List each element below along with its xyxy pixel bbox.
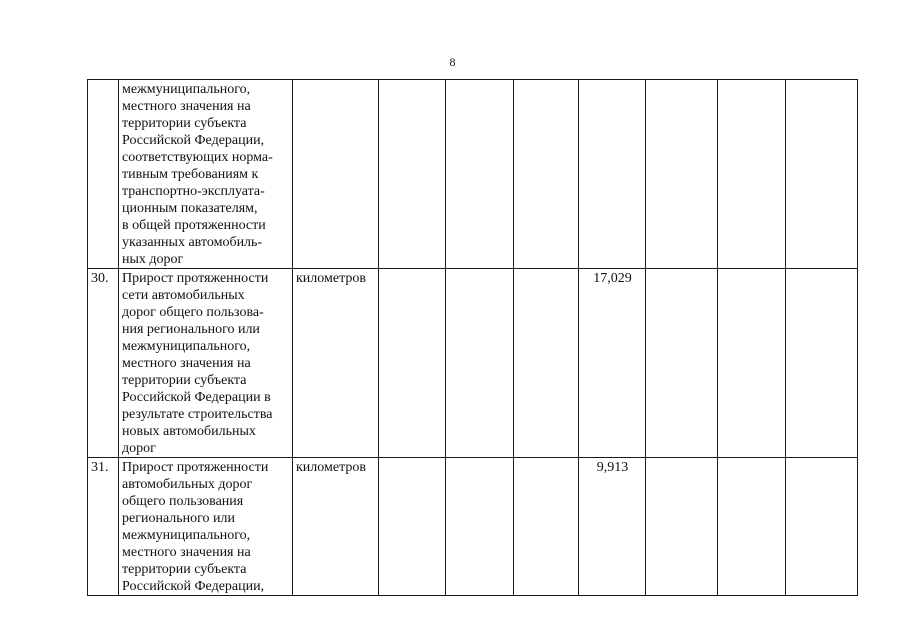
indicator-name-line: Прирост протяженности — [122, 460, 269, 475]
indicator-name-line: территории субъекта — [122, 562, 247, 577]
indicator-name-line: дорог — [122, 441, 156, 456]
indicator-name-line: межмуниципального, — [122, 82, 251, 97]
indicator-name-line: межмуниципального, — [122, 528, 251, 543]
empty-cell — [514, 458, 579, 596]
empty-cell — [514, 269, 579, 458]
indicator-name-line: межмуниципального, — [122, 339, 251, 354]
empty-cell — [786, 458, 858, 596]
indicator-name-line: новых автомобильных — [122, 424, 256, 439]
indicator-name-line: соответствующих норма- — [122, 150, 273, 165]
empty-cell — [786, 269, 858, 458]
indicator-name-line: местного значения на — [122, 356, 251, 371]
table-row — [88, 269, 858, 458]
row-number — [88, 80, 119, 269]
empty-cell — [446, 269, 514, 458]
value-cell: 9,913 — [579, 458, 646, 596]
indicator-name-line: ных дорог — [122, 252, 184, 267]
indicator-name-line: транспортно-эксплуата- — [122, 184, 265, 199]
empty-cell — [514, 80, 579, 269]
page-number: 8 — [449, 55, 456, 69]
row-number: 31. — [88, 458, 119, 596]
indicator-name-line: автомобильных дорог — [122, 477, 253, 492]
empty-cell — [646, 458, 718, 596]
indicator-name — [119, 458, 293, 596]
unit-cell: километров — [293, 269, 379, 458]
empty-cell — [718, 458, 786, 596]
value-cell — [579, 80, 646, 269]
empty-cell — [379, 269, 446, 458]
empty-cell — [379, 458, 446, 596]
empty-cell — [786, 80, 858, 269]
table-row — [88, 80, 858, 269]
row-number: 30. — [88, 269, 119, 458]
indicator-name-line: Прирост протяженности — [122, 271, 269, 286]
indicator-name — [119, 269, 293, 458]
indicator-name-line: общего пользования — [122, 494, 244, 509]
empty-cell — [646, 269, 718, 458]
empty-cell — [718, 269, 786, 458]
empty-cell — [446, 458, 514, 596]
indicator-name-line: местного значения на — [122, 545, 251, 560]
indicator-name-line: результате строительства — [122, 407, 273, 422]
indicator-name-line: ционным показателям, — [122, 201, 258, 216]
unit-cell — [293, 80, 379, 269]
indicators-table — [87, 79, 858, 596]
indicator-name-line: местного значения на — [122, 99, 251, 114]
indicator-name-line: территории субъекта — [122, 116, 247, 131]
indicator-name-line: Российской Федерации, — [122, 579, 265, 594]
indicator-name-line: территории субъекта — [122, 373, 247, 388]
indicator-name-line: сети автомобильных — [122, 288, 245, 303]
table-row — [88, 458, 858, 596]
value-cell: 17,029 — [579, 269, 646, 458]
indicator-name-line: дорог общего пользова- — [122, 305, 264, 320]
empty-cell — [446, 80, 514, 269]
indicator-name-line: Российской Федерации в — [122, 390, 271, 405]
indicator-name-line: ния регионального или — [122, 322, 260, 337]
indicator-name — [119, 80, 293, 269]
indicator-name-line: в общей протяженности — [122, 218, 266, 233]
indicator-name-line: Российской Федерации, — [122, 133, 265, 148]
indicator-name-line: регионального или — [122, 511, 236, 526]
empty-cell — [718, 80, 786, 269]
empty-cell — [646, 80, 718, 269]
indicator-name-line: указанных автомобиль- — [122, 235, 263, 250]
empty-cell — [379, 80, 446, 269]
unit-cell: километров — [293, 458, 379, 596]
indicator-name-line: тивным требованиям к — [122, 167, 259, 182]
